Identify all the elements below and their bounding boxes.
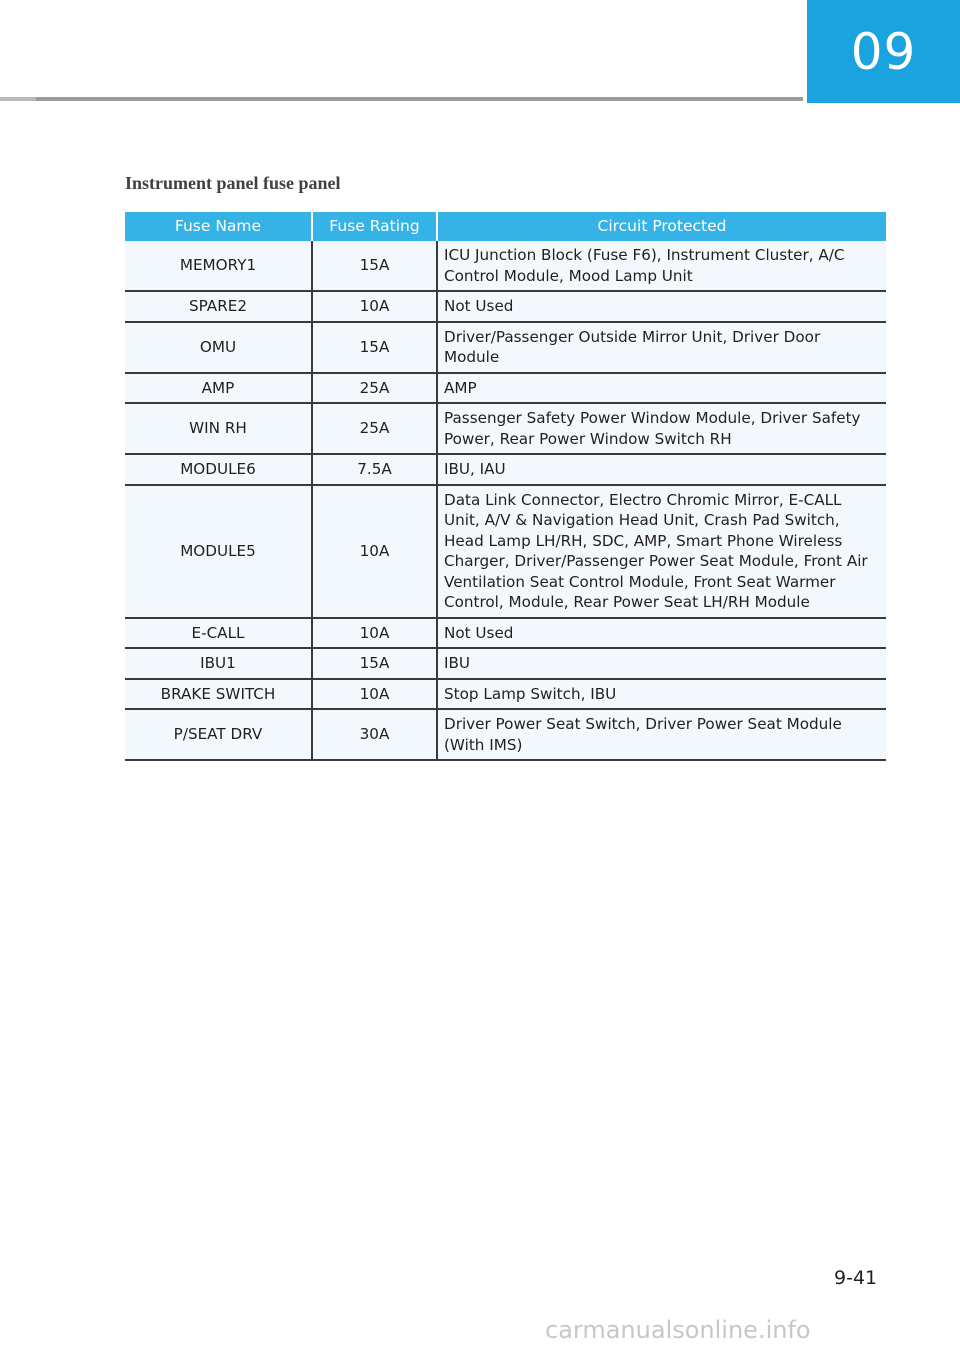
fuse-name-cell: E-CALL <box>125 618 312 649</box>
fuse-name-cell: WIN RH <box>125 403 312 454</box>
header-fuse-name: Fuse Name <box>125 212 312 241</box>
fuse-name-cell: BRAKE SWITCH <box>125 679 312 710</box>
fuse-name-cell: AMP <box>125 373 312 404</box>
table-row <box>125 618 886 649</box>
fuse-rating-cell: 15A <box>312 241 437 291</box>
fuse-rating-cell: 25A <box>312 403 437 454</box>
table-row <box>125 709 886 760</box>
table-header-row <box>125 212 886 241</box>
fuse-name-cell: SPARE2 <box>125 291 312 322</box>
circuit-cell: IBU, IAU <box>437 454 886 485</box>
circuit-cell: Not Used <box>437 618 886 649</box>
table-row <box>125 679 886 710</box>
table-row <box>125 291 886 322</box>
chapter-tab <box>807 0 960 103</box>
circuit-cell: Stop Lamp Switch, IBU <box>437 679 886 710</box>
circuit-cell: Driver Power Seat Switch, Driver Power Seat Module (With IMS) <box>437 709 886 760</box>
circuit-cell: Driver/Passenger Outside Mirror Unit, Driver Door Module <box>437 322 886 373</box>
fuse-rating-cell: 25A <box>312 373 437 404</box>
fuse-name-cell: MODULE5 <box>125 485 312 618</box>
fuse-name-cell: MEMORY1 <box>125 241 312 291</box>
fuse-rating-cell: 10A <box>312 485 437 618</box>
table-row <box>125 403 886 454</box>
table-row <box>125 648 886 679</box>
page-number: 9-41 <box>834 1267 878 1289</box>
table-row <box>125 241 886 291</box>
header-rule-start <box>0 97 36 101</box>
fuse-rating-cell: 30A <box>312 709 437 760</box>
header-rule <box>0 97 803 101</box>
fuse-name-cell: IBU1 <box>125 648 312 679</box>
section-title: Instrument panel fuse panel <box>125 173 341 193</box>
fuse-rating-cell: 10A <box>312 618 437 649</box>
table-row <box>125 485 886 618</box>
fuse-name-cell: MODULE6 <box>125 454 312 485</box>
fuse-name-cell: P/SEAT DRV <box>125 709 312 760</box>
watermark: carmanualsonline.info <box>545 1316 811 1344</box>
fuse-rating-cell: 15A <box>312 322 437 373</box>
circuit-cell: Not Used <box>437 291 886 322</box>
circuit-cell: Data Link Connector, Electro Chromic Mirror, E-CALL Unit, A/V & Navigation Head Unit, Crash Pad Switch, Head Lamp LH/RH, SDC, AMP, Smart Phone Wireless Charger, Driver/Passenger Power Seat Module, Front Air Ventilation Seat Control Module, Front Seat Warmer Control, Module, Rear Power Seat LH/RH Module <box>437 485 886 618</box>
fuse-rating-cell: 10A <box>312 679 437 710</box>
fuse-name-cell: OMU <box>125 322 312 373</box>
fuse-rating-cell: 7.5A <box>312 454 437 485</box>
circuit-cell: AMP <box>437 373 886 404</box>
circuit-cell: Passenger Safety Power Window Module, Driver Safety Power, Rear Power Window Switch RH <box>437 403 886 454</box>
table-row <box>125 373 886 404</box>
table-row <box>125 322 886 373</box>
fuse-rating-cell: 10A <box>312 291 437 322</box>
header-fuse-rating: Fuse Rating <box>312 212 437 241</box>
circuit-cell: IBU <box>437 648 886 679</box>
header-circuit-protected: Circuit Protected <box>437 212 886 241</box>
table-row <box>125 454 886 485</box>
chapter-number: 09 <box>850 22 917 81</box>
fuse-rating-cell: 15A <box>312 648 437 679</box>
circuit-cell: ICU Junction Block (Fuse F6), Instrument Cluster, A/C Control Module, Mood Lamp Unit <box>437 241 886 291</box>
fuse-table <box>125 212 886 761</box>
